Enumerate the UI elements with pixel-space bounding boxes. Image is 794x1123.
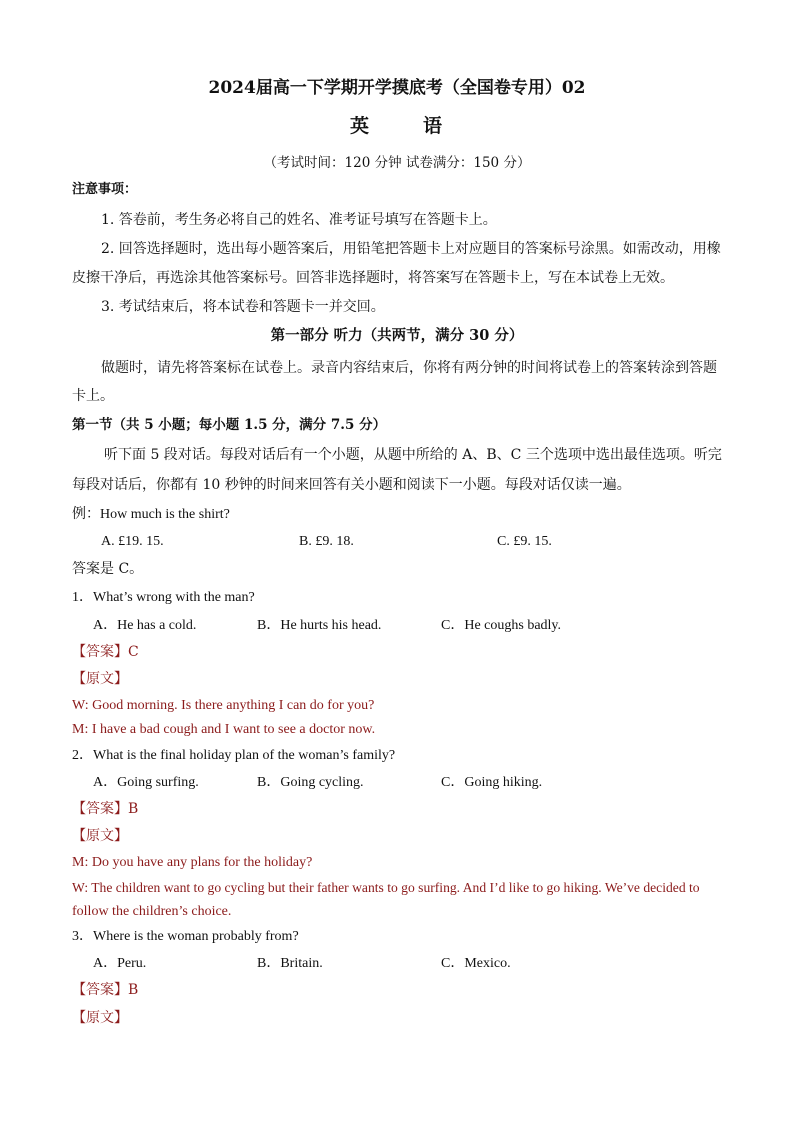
question-2-option-b: B．Going cycling.	[257, 775, 364, 790]
example-option-c: C. £9. 15.	[497, 534, 552, 549]
part1-heading: 第一部分 听力（共两节，满分 30 分）	[270, 327, 524, 344]
question-1-answer: 【答案】C	[72, 644, 139, 660]
note-item-2-line-2: 皮擦干净后，再选涂其他答案标号。回答非选择题时，将答案写在答题卡上，写在本试卷上无效。	[72, 270, 674, 286]
example-question: 例：How much is the shirt?	[72, 507, 230, 522]
subject-title	[0, 117, 794, 135]
question-1-option-b: B．He hurts his head.	[257, 618, 382, 633]
question-2-option-a: A．Going surfing.	[93, 775, 199, 790]
example-answer: 答案是 C。	[72, 561, 144, 577]
question-2-transcript-label: 【原文】	[72, 828, 128, 844]
question-2-answer: 【答案】B	[72, 801, 139, 817]
note-item-2-line-1: 2. 回答选择题时，选出每小题答案后，用铅笔把答题卡上对应题目的答案标号涂黑。如需改动，用橡	[101, 241, 721, 257]
question-2-transcript-line: M: Do you have any plans for the holiday?	[72, 855, 313, 870]
question-2-transcript-line: W: The children want to go cycling but their father wants to go surfing. And I’d like to go hiking. We’ve decided to	[72, 880, 700, 895]
question-2-transcript-line: follow the children’s choice.	[72, 904, 232, 919]
question-1-option-c: C．He coughs badly.	[441, 618, 562, 633]
section1-intro-line-1: 听下面 5 段对话。每段对话后有一个小题，从题中所给的 A、B、C 三个选项中选出最佳选项。听完	[104, 447, 722, 463]
subject-char-2: 语	[423, 115, 445, 137]
note-item-3: 3. 考试结束后，将本试卷和答题卡一并交回。	[101, 299, 385, 315]
part1-intro-line-2: 卡上。	[72, 388, 114, 404]
question-3-answer: 【答案】B	[72, 982, 139, 998]
subject-char-1: 英	[349, 115, 371, 137]
question-1-transcript-label: 【原文】	[72, 671, 128, 687]
question-1-transcript-line: M: I have a bad cough and I want to see a doctor now.	[72, 722, 376, 737]
exam-title: 2024届高一下学期开学摸底考（全国卷专用）02	[208, 78, 586, 98]
exam-info: （考试时间：120 分钟 试卷满分：150 分）	[263, 155, 531, 171]
question-3-transcript-label: 【原文】	[72, 1010, 128, 1026]
note-item-1: 1. 答卷前，考生务必将自己的姓名、准考证号填写在答题卡上。	[101, 212, 497, 228]
section1-heading: 第一节（共 5 小题；每小题 1.5 分，满分 7.5 分）	[72, 417, 387, 433]
question-1-option-a: A．He has a cold.	[93, 618, 197, 633]
question-3-option-b: B．Britain.	[257, 956, 323, 971]
question-2-option-c: C．Going hiking.	[441, 775, 543, 790]
notes-heading: 注意事项：	[72, 182, 138, 197]
example-option-b: B. £9. 18.	[299, 534, 354, 549]
question-2-stem: 2．What is the final holiday plan of the woman’s family?	[72, 748, 396, 763]
question-3-stem: 3．Where is the woman probably from?	[72, 929, 299, 944]
question-1-transcript-line: W: Good morning. Is there anything I can do for you?	[72, 698, 375, 713]
question-1-stem: 1．What’s wrong with the man?	[72, 590, 255, 605]
example-option-a: A. £19. 15.	[101, 534, 164, 549]
part1-intro-line-1: 做题时，请先将答案标在试卷上。录音内容结束后，你将有两分钟的时间将试卷上的答案转涂到答题	[101, 360, 717, 376]
question-3-option-a: A．Peru.	[93, 956, 147, 971]
question-3-option-c: C．Mexico.	[441, 956, 511, 971]
section1-intro-line-2: 每段对话后，你都有 10 秒钟的时间来回答有关小题和阅读下一小题。每段对话仅读一遍。	[72, 477, 631, 493]
